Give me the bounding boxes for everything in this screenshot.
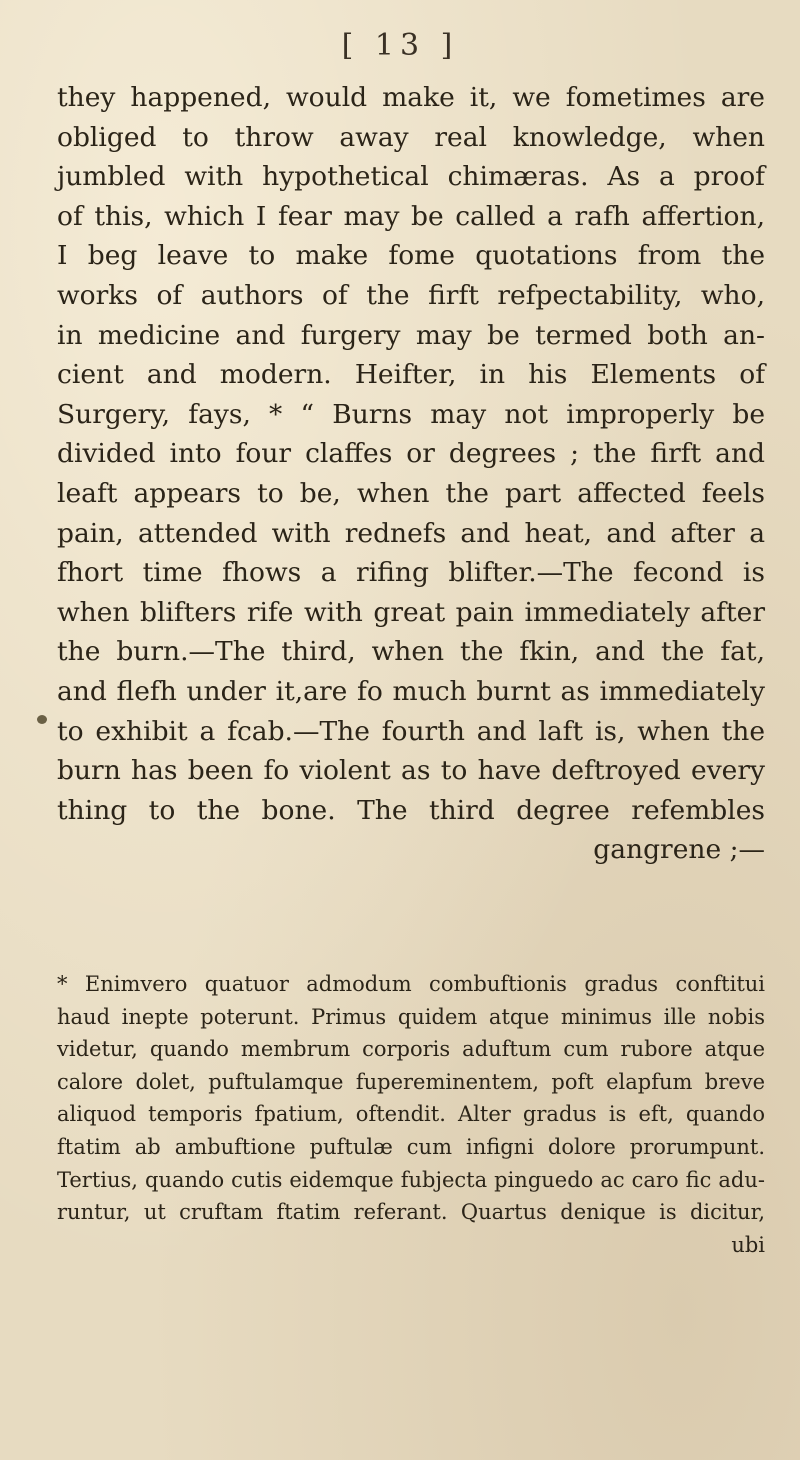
- main-text: [57, 78, 765, 870]
- text-line: burn has been fo violent as to have deftroyed every: [57, 755, 765, 787]
- text-line: cient and modern. Heifter, in his Elements of: [57, 359, 765, 391]
- text-line: in medicine and furgery may be termed both an-: [57, 319, 765, 351]
- footnote-line: videtur, quando membrum corporis aduftum cum rubore atque: [57, 1037, 765, 1062]
- footnote-line: * Enimvero quatuor admodum combuftionis gradus conftitui: [57, 972, 765, 996]
- text-line: divided into four claffes or degrees ; the firft and: [57, 438, 765, 470]
- text-line: obliged to throw away real knowledge, when: [57, 121, 765, 153]
- text-line: fhort time fhows a rifing blifter.—The fecond is: [57, 557, 765, 589]
- text-line: when blifters rife with great pain immediately after: [57, 596, 765, 628]
- text-line: pain, attended with rednefs and heat, and after a: [57, 517, 765, 549]
- footnote-line: haud inepte poterunt. Primus quidem atque minimus ille nobis: [57, 1004, 765, 1029]
- footnote-line: ftatim ab ambuftione puftulæ cum infigni dolore prorumpunt.: [57, 1134, 765, 1159]
- page-number-header: [ 13 ]: [341, 28, 459, 63]
- ink-speck: [37, 715, 47, 724]
- footnote-line: calore dolet, puftulamque fupereminentem, poft elapfum breve: [57, 1069, 765, 1094]
- footnote: [57, 968, 765, 1261]
- text-line: to exhibit a fcab.—The fourth and laft is, when the: [57, 715, 765, 747]
- footnote-line: aliquod temporis fpatium, oftendit. Alter gradus is eft, quando: [57, 1102, 765, 1127]
- text-line: I beg leave to make fome quotations from the: [57, 240, 765, 272]
- text-line: thing to the bone. The third degree refembles: [57, 794, 765, 826]
- text-line: Surgery, fays, * “ Burns may not improperly be: [57, 398, 765, 430]
- text-line: they happened, would make it, we fometimes are: [57, 82, 765, 113]
- text-line: of this, which I fear may be called a rafh affertion,: [57, 200, 765, 232]
- text-line: works of authors of the firft refpectability, who,: [57, 279, 765, 311]
- text-line: leaft appears to be, when the part affected feels: [57, 477, 765, 509]
- text-line: and flefh under it,are fo much burnt as immediately: [57, 675, 765, 707]
- footnote-line: runtur, ut cruftam ftatim referant. Quartus denique is dicitur,: [57, 1200, 765, 1225]
- catchword: gangrene ;—: [593, 834, 765, 866]
- text-line: the burn.—The third, when the fkin, and the fat,: [57, 636, 765, 668]
- footnote-line: Tertius, quando cutis eidemque fubjecta pinguedo ac caro fic adu-: [57, 1167, 765, 1192]
- text-line: jumbled with hypothetical chimæras. As a proof: [57, 161, 765, 193]
- footnote-catchword: ubi: [731, 1232, 765, 1257]
